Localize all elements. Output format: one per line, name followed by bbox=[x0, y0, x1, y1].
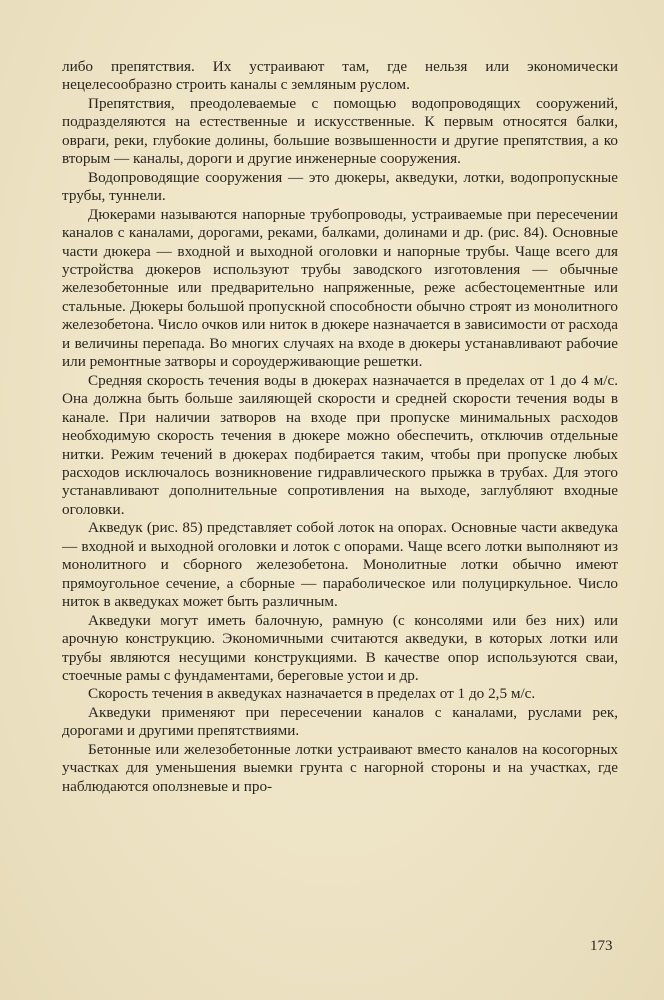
paragraph-dukers: Дюкерами называются напорные трубопроводы, устраиваемые при пересечении каналов с каналами, дорогами, реками, балками, долинами и др. (рис. 84). Основные части дюкера — входной и выходной оголовки и напорные трубы. Чаще всего для устройства дюкеров используют трубы заводского изготовления — обычные железобетонные или предварительно напряженные, реже асбестоцементные или стальные. Дюкеры большой пропускной способности обычно строят из монолитного железобетона. Число очков или ниток в дюкере назначается в зависимости от расхода и величины перепада. Во многих случаях на входе в дюкеры устанавливают рабочие или ремонтные затворы и сороудерживающие решетки. bbox=[62, 205, 618, 371]
paragraph-aqueduct: Акведук (рис. 85) представляет собой лоток на опорах. Основные части акведука — входной и выходной оголовки и лоток с опорами. Чаще всего лотки выполняют из монолитного и сборного железобетона. Монолитные лотки обычно имеют прямоугольное сечение, а сборные — параболическое или полуциркульное. Число ниток в акведуках может быть различным. bbox=[62, 519, 618, 611]
paragraph-continuation: либо препятствия. Их устраивают там, где нельзя или экономически нецелесообразно строить каналы с земляным руслом. bbox=[62, 58, 618, 94]
paragraph-aqueduct-usage: Акведуки применяют при пересечении каналов с каналами, руслами рек, дорогами и другими препятствиями. bbox=[62, 703, 618, 740]
paragraph-structures-list: Водопроводящие сооружения — это дюкеры, акведуки, лотки, водопропускные трубы, туннели. bbox=[62, 168, 618, 205]
paragraph-aqueduct-construction: Акведуки могут иметь балочную, рамную (с консолями или без них) или арочную конструкцию. Экономичными считаются акведуки, в которых лотки или трубы являются несущими конструкциями. В качестве опор используются сваи, стоечные рамы с фундаментами, береговые устои и др. bbox=[62, 611, 618, 684]
page-number: 173 bbox=[590, 938, 613, 954]
paragraph-aqueduct-velocity: Скорость течения в акведуках назначается в пределах от 1 до 2,5 м/с. bbox=[88, 685, 536, 703]
paragraph-flumes: Бетонные или железобетонные лотки устраивают вместо каналов на косогорных участках для уменьшения выемки грунта с нагорной стороны и на участках, где наблюдаются оползневые и про- bbox=[62, 740, 618, 795]
paragraph-obstacles: Препятствия, преодолеваемые с помощью водопроводящих сооружений, подразделяются на естественные и искусственные. К первым относятся балки, овраги, реки, глубокие долины, большие возвышенности и другие препятствия, а ко вторым — каналы, дороги и другие инженерные сооружения. bbox=[62, 94, 618, 168]
paragraph-duker-velocity: Средняя скорость течения воды в дюкерах назначается в пределах от 1 до 4 м/с. Она должна быть больше заиляющей скорости и средней скорости течения воды в канале. При наличии затворов на входе при пропуске минимальных расходов необходимую скорость течения в дюкере можно обеспечить, отключив отдельные нитки. Режим течений в дюкерах подбирается таким, чтобы при пропуске любых расходов исключалось возникновение гидравлического прыжка в трубах. Для этого устанавливают дополнительные сопротивления на выходе, заглубляют входные оголовки. bbox=[62, 371, 618, 518]
body-text bbox=[62, 58, 618, 796]
